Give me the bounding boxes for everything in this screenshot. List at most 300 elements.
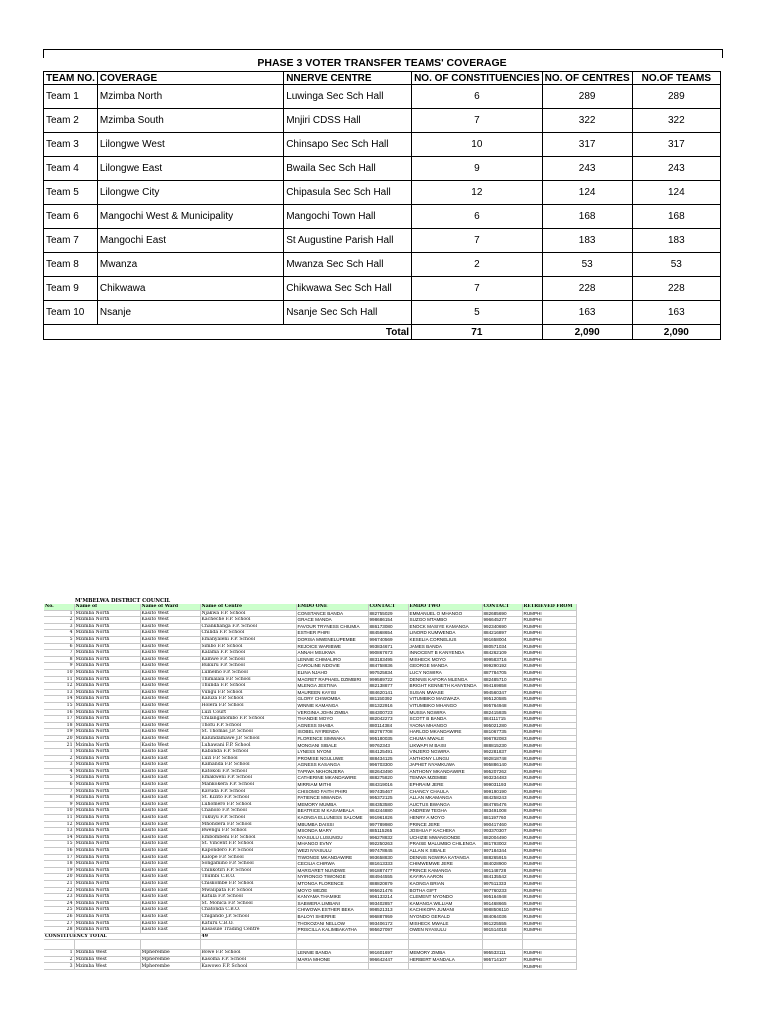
empty-cell: [140, 940, 200, 950]
district-emdo-two: ENOCK MASIYE KAMANGA: [408, 623, 482, 630]
district-centre: Kapondero F.P. School: [200, 847, 296, 854]
district-no: 19: [44, 729, 74, 736]
district-emdo-two: UCHIZIE MWANGONDE: [408, 834, 482, 841]
district-contact-one: 996740569: [368, 636, 408, 643]
district-retrieved-from: RUMPHI: [522, 617, 576, 624]
district-retrieved-from: RUMPHI: [522, 887, 576, 894]
coverage-row: [44, 181, 721, 205]
district-centre: Chilida F.P. School: [200, 630, 296, 637]
coverage-centres: 289: [542, 85, 632, 109]
district-centre: Bwengu F.P. School: [200, 828, 296, 835]
district-centre: Chiskombe F.P. School: [200, 880, 296, 887]
coverage-area: Mwanza: [97, 253, 283, 277]
district-centre: Chigando J.P. School: [200, 913, 296, 920]
district-centre: Chinkotiri F.P. School: [200, 867, 296, 874]
empty-cell: [408, 940, 482, 950]
district-no: 4: [44, 630, 74, 637]
coverage-header-row: [44, 72, 721, 85]
district-contact-two: 996792083: [482, 735, 522, 742]
district-emdo-one: TAPIWA NKHONJERA: [296, 768, 368, 775]
district-no: 16: [44, 847, 74, 854]
district-contact-two: 997184344: [482, 847, 522, 854]
district-contact-two: 884765476: [482, 801, 522, 808]
district-emdo-one: GLORY CHIWOMBA: [296, 696, 368, 703]
district-centre: Katokoli F.P. School: [200, 768, 296, 775]
district-emdo-two: ANTHONY LUNGU: [408, 755, 482, 762]
district-centre: Chatonda C.B.O.: [200, 907, 296, 914]
district-contact-two: 997511333: [482, 880, 522, 887]
district-retrieved-from: RUMPHI: [522, 762, 576, 769]
district-contact-one: 886173080: [368, 623, 408, 630]
district-contact-one: 888820879: [368, 880, 408, 887]
district-contact-one: 995180035: [368, 735, 408, 742]
table-row: [44, 894, 576, 901]
district-retrieved-from: RUMPHI: [522, 927, 576, 934]
district-centre: St. Thomas J.P. School: [200, 729, 296, 736]
district-header-no: No.: [44, 604, 74, 610]
district-contact-one: 880114384: [368, 722, 408, 729]
district-retrieved-from: RUMPHI: [522, 735, 576, 742]
district-no: 11: [44, 676, 74, 683]
empty-cell: [44, 940, 74, 950]
coverage-nerve-centre: Mwanza Sec Sch Hall: [284, 253, 412, 277]
district-emdo-two: LUCY NGWIRA: [408, 669, 482, 676]
district-contact-two: 991148728: [482, 867, 522, 874]
district-contact-one: 997525834: [368, 669, 408, 676]
table-row: [44, 834, 576, 841]
district-emdo-two: VITUMBIKO MHANGO: [408, 702, 482, 709]
district-emdo-one: LENNIE CHIMALIRO: [296, 656, 368, 663]
district-no: 22: [44, 887, 74, 894]
empty-cell: [408, 933, 482, 940]
district-emdo-two: MISHECK MWALE: [408, 920, 482, 927]
coverage-area: Lilongwe City: [97, 181, 283, 205]
district-retrieved-from: RUMPHI: [522, 841, 576, 848]
district-retrieved-from: RUMPHI: [522, 656, 576, 663]
table-row: [44, 623, 576, 630]
district-retrieved-from: RUMPHI: [522, 610, 576, 617]
district-no: 3: [44, 963, 74, 970]
district-centre: Luhomero F.P. School: [200, 801, 296, 808]
district-ward: Kasito East: [140, 755, 200, 762]
district-retrieved-from: RUMPHI: [522, 768, 576, 775]
district-emdo-two: HARLOD MKANDAWIRE: [408, 729, 482, 736]
coverage-nerve-centre: Chipasula Sec Sch Hall: [284, 181, 412, 205]
district-constituency: Mzimba North: [74, 742, 140, 749]
district-contact-one: 991887477: [368, 867, 408, 874]
district-emdo-two: SCOTT B BANDA: [408, 716, 482, 723]
district-contact-two: 888815230: [482, 742, 522, 749]
district-contact-two: 995120585: [482, 696, 522, 703]
district-centre: Simbo F.P. School: [200, 643, 296, 650]
coverage-nerve-centre: St Augustine Parish Hall: [284, 229, 412, 253]
district-no: 6: [44, 782, 74, 789]
coverage-area: Nsanje: [97, 301, 283, 325]
district-retrieved-from: RUMPHI: [522, 808, 576, 815]
district-emdo-one: MARGARET NUNDWE: [296, 867, 368, 874]
district-constituency: Mzimba North: [74, 762, 140, 769]
district-retrieved-from: RUMPHI: [522, 755, 576, 762]
district-constituency: Mzimba North: [74, 689, 140, 696]
district-retrieved-from: RUMPHI: [522, 788, 576, 795]
district-constituency: Mzimba North: [74, 636, 140, 643]
district-contact-two: 994560347: [482, 689, 522, 696]
district-no: 18: [44, 722, 74, 729]
coverage-constituencies: 10: [412, 133, 543, 157]
district-ward: Kasito West: [140, 610, 200, 617]
district-emdo-one: KAONGA ELLUNESS SALOME: [296, 815, 368, 822]
district-emdo-one: FAVOUR TRYNESS CHIUMIA: [296, 623, 368, 630]
district-emdo-two: ALLAN MKAMANGA: [408, 795, 482, 802]
empty-cell: [296, 940, 368, 950]
district-no: 19: [44, 867, 74, 874]
coverage-team-no: Team 2: [44, 109, 98, 133]
district-ward: Kasito West: [140, 689, 200, 696]
district-emdo-one: CONSTANCE BANDA: [296, 610, 368, 617]
district-centre: Holera F.P. School: [200, 702, 296, 709]
district-emdo-one: MARIA MHONE: [296, 956, 368, 963]
district-contact-one: 991601697: [368, 950, 408, 957]
district-contact-two: 884262109: [482, 650, 522, 657]
coverage-total-centres: 2,090: [542, 325, 632, 340]
district-centre: Kalope F.P. School: [200, 854, 296, 861]
district-constituency: Mzimba North: [74, 808, 140, 815]
district-emdo-one: AGNESS SHABA: [296, 722, 368, 729]
district-emdo-two: BRIGHT KENNETH KANYENDA: [408, 683, 482, 690]
table-row: [44, 788, 576, 795]
table-row: [44, 880, 576, 887]
district-contact-two: 888265915: [482, 854, 522, 861]
district-constituency: Mzimba North: [74, 795, 140, 802]
district-retrieved-from: RUMPHI: [522, 676, 576, 683]
district-ward: Kasito West: [140, 742, 200, 749]
district-retrieved-from: RUMPHI: [522, 963, 576, 970]
coverage-centres: 124: [542, 181, 632, 205]
district-contact-one: 991961826: [368, 815, 408, 822]
empty-cell: [522, 940, 576, 950]
district-emdo-one: AGNESS KASANGA: [296, 762, 368, 769]
district-no: 28: [44, 927, 74, 934]
district-retrieved-from: RUMPHI: [522, 636, 576, 643]
table-row: [44, 821, 576, 828]
district-title: M'MBELWA DISTRICT COUNCIL: [75, 598, 171, 604]
coverage-row: [44, 253, 721, 277]
district-ward: Kasito West: [140, 729, 200, 736]
district-ward: Kasito East: [140, 775, 200, 782]
district-centre: Mhondera F.P. School: [200, 821, 296, 828]
district-no: 12: [44, 821, 74, 828]
district-constituency: Mzimba North: [74, 716, 140, 723]
district-retrieved-from: RUMPHI: [522, 716, 576, 723]
district-emdo-two: BOTHA GIFT: [408, 887, 482, 894]
district-ward: Kasito West: [140, 623, 200, 630]
coverage-teams: 183: [632, 229, 720, 253]
district-contact-one: 881613333: [368, 861, 408, 868]
district-contact-two: [482, 963, 522, 970]
district-emdo-two: MEMORY ZIMBA: [408, 950, 482, 957]
district-centre: Njakwa F.P. School: [200, 610, 296, 617]
coverage-team-no: Team 3: [44, 133, 98, 157]
district-constituency: Mzimba North: [74, 821, 140, 828]
district-centre: Tukuyu F.P. School: [200, 815, 296, 822]
coverage-header-centres: NO. OF CENTRES: [542, 72, 632, 85]
district-contact-one: 995627097: [368, 927, 408, 934]
district-contact-one: 997435467: [368, 788, 408, 795]
district-ward: Kasito West: [140, 676, 200, 683]
district-emdo-one: TIWONGE MKANDAWIRE: [296, 854, 368, 861]
district-emdo-one: CAROLINE NDOVIE: [296, 663, 368, 670]
district-constituency: Mzimba North: [74, 755, 140, 762]
district-centre: Kacheche F.P. School: [200, 617, 296, 624]
district-no: 3: [44, 762, 74, 769]
district-constituency: Mzimba West: [74, 956, 140, 963]
district-emdo-one: THOKOZANI NELLOW: [296, 920, 368, 927]
district-contact-two: 999190190: [482, 788, 522, 795]
empty-cell: [522, 933, 576, 940]
table-row: [44, 762, 576, 769]
coverage-constituencies: 7: [412, 229, 543, 253]
district-emdo-one: PROMISE NGULUWE: [296, 755, 368, 762]
district-constituency: Mzimba North: [74, 768, 140, 775]
district-contact-two: 882004490: [482, 834, 522, 841]
district-emdo-two: CHANCY CHAULA: [408, 788, 482, 795]
district-contact-two: 990417460: [482, 821, 522, 828]
district-ward: Kasito East: [140, 762, 200, 769]
blank-row: [44, 940, 576, 950]
district-emdo-one: MAUREEN KAYISI: [296, 689, 368, 696]
district-emdo-two: LIKWAPI M BAISI: [408, 742, 482, 749]
district-ward: Kasito East: [140, 768, 200, 775]
district-contact-one: [368, 963, 408, 970]
district-header-contact-two: CONTACT: [482, 604, 522, 610]
coverage-teams: 124: [632, 181, 720, 205]
district-no: 12: [44, 683, 74, 690]
district-emdo-two: HERBERT MANDALA: [408, 956, 482, 963]
district-ward: Kasito West: [140, 683, 200, 690]
coverage-nerve-centre: Luwinga Sec Sch Hall: [284, 85, 412, 109]
district-constituency: Mzimba North: [74, 861, 140, 868]
district-constituency: Mzimba North: [74, 900, 140, 907]
district-contact-one: 996703300: [368, 762, 408, 769]
district-constituency: Mzimba North: [74, 722, 140, 729]
table-row: [44, 874, 576, 881]
district-contact-two: 999031193: [482, 782, 522, 789]
coverage-centres: 183: [542, 229, 632, 253]
district-ward: Kasito East: [140, 900, 200, 907]
district-constituency: Mzimba North: [74, 610, 140, 617]
district-retrieved-from: RUMPHI: [522, 801, 576, 808]
district-no: 20: [44, 735, 74, 742]
district-constituency: Mzimba North: [74, 630, 140, 637]
district-ward: Kasito East: [140, 847, 200, 854]
district-contact-one: 996642447: [368, 956, 408, 963]
district-emdo-two: KAONGA BRIAN: [408, 880, 482, 887]
empty-cell: [200, 940, 296, 950]
district-contact-one: 881322916: [368, 702, 408, 709]
empty-cell: [368, 940, 408, 950]
district-no: 2: [44, 755, 74, 762]
district-ward: Kasito East: [140, 834, 200, 841]
district-centre: Thumbi C.B.O.: [200, 874, 296, 881]
district-ward: Kasito West: [140, 709, 200, 716]
district-ward: Kasito West: [140, 643, 200, 650]
table-row: [44, 861, 576, 868]
district-constituency: Mzimba North: [74, 702, 140, 709]
district-ward: Mpherembe: [140, 963, 200, 970]
district-emdo-two: JOSHUA F KACHEKA: [408, 828, 482, 835]
district-header-retrieved-from: RETRIEVED FROM: [522, 604, 576, 610]
district-emdo-two: CHUMA MWALE: [408, 735, 482, 742]
district-contact-two: 993370307: [482, 828, 522, 835]
district-emdo-two: [408, 963, 482, 970]
district-emdo-one: WEZI NYASULU: [296, 847, 368, 854]
district-centre: Thofu F.P. School: [200, 722, 296, 729]
district-retrieved-from: RUMPHI: [522, 729, 576, 736]
coverage-teams: 228: [632, 277, 720, 301]
district-sheet: [44, 598, 724, 1024]
district-emdo-one: NYIRONGO TIWONGE: [296, 874, 368, 881]
district-emdo-two: AUCTUS BWANGA: [408, 801, 482, 808]
table-row: [44, 709, 576, 716]
district-ward: Kasito East: [140, 913, 200, 920]
district-centre: Chilanganombo F.P. School: [200, 716, 296, 723]
coverage-constituencies: 6: [412, 85, 543, 109]
district-contact-one: 885115265: [368, 828, 408, 835]
district-no: 7: [44, 650, 74, 657]
district-centre: St. Monica F.P. School: [200, 900, 296, 907]
district-contact-two: 995764948: [482, 702, 522, 709]
district-contact-two: 992818748: [482, 755, 522, 762]
district-contact-one: 882767708: [368, 729, 408, 736]
district-no: 3: [44, 623, 74, 630]
district-contact-two: 992340690: [482, 623, 522, 630]
district-retrieved-from: RUMPHI: [522, 689, 576, 696]
district-retrieved-from: RUMPHI: [522, 696, 576, 703]
coverage-row: [44, 229, 721, 253]
district-contact-one: 993406172: [368, 920, 408, 927]
coverage-row: [44, 205, 721, 229]
table-row: [44, 669, 576, 676]
district-emdo-two: EPHRAIM JERE: [408, 782, 482, 789]
coverage-constituencies: 7: [412, 109, 543, 133]
table-row: [44, 900, 576, 907]
district-contact-one: 992250263: [368, 841, 408, 848]
empty-cell: [482, 933, 522, 940]
table-row: [44, 663, 576, 670]
district-contact-one: 996278832: [368, 834, 408, 841]
district-retrieved-from: RUMPHI: [522, 742, 576, 749]
district-centre: Kawowo F.P. School: [200, 963, 296, 970]
district-emdo-two: OWEN NYASULU: [408, 927, 482, 934]
district-no: 17: [44, 854, 74, 861]
table-row: [44, 676, 576, 683]
district-retrieved-from: RUMPHI: [522, 749, 576, 756]
district-contact-one: 882138877: [368, 683, 408, 690]
district-ward: Kasito East: [140, 788, 200, 795]
district-emdo-one: MLENGA JESTINA: [296, 683, 368, 690]
district-emdo-one: ISOBEL NYIRENDA: [296, 729, 368, 736]
table-row: [44, 841, 576, 848]
district-retrieved-from: RUMPHI: [522, 702, 576, 709]
coverage-centres: 317: [542, 133, 632, 157]
district-contact-one: 884944555: [368, 874, 408, 881]
district-header-name-of: Name of: [74, 604, 140, 610]
district-contact-one: 884319016: [368, 782, 408, 789]
district-constituency: Mzimba West: [74, 950, 140, 957]
district-emdo-two: JAPHET NYAMKUWA: [408, 762, 482, 769]
district-emdo-two: KESELIA CORNELIUS: [408, 636, 482, 643]
district-no: 25: [44, 907, 74, 914]
coverage-nerve-centre: Chikwawa Sec Sch Hall: [284, 277, 412, 301]
table-row: [44, 828, 576, 835]
district-constituency: Mzimba North: [74, 834, 140, 841]
table-row: [44, 683, 576, 690]
coverage-team-no: Team 5: [44, 181, 98, 205]
district-ward: Kasito West: [140, 696, 200, 703]
coverage-centres: 243: [542, 157, 632, 181]
district-centre: St. Kizito F.P. School: [200, 795, 296, 802]
table-row: [44, 742, 576, 749]
district-contact-two: 994169858: [482, 683, 522, 690]
district-constituency: Mzimba North: [74, 617, 140, 624]
table-row: [44, 795, 576, 802]
empty-cell: [74, 940, 140, 950]
district-ward: Kasito East: [140, 841, 200, 848]
coverage-total-row: [44, 325, 721, 340]
district-contact-one: 888434125: [368, 755, 408, 762]
district-ward: Mpherembe: [140, 956, 200, 963]
district-no: 11: [44, 815, 74, 822]
district-centre: Kamanda F.P. School: [200, 762, 296, 769]
coverage-constituencies: 6: [412, 205, 543, 229]
district-emdo-one: THANDIE MOYO: [296, 716, 368, 723]
coverage-constituencies: 7: [412, 277, 543, 301]
district-contact-one: 882755029: [368, 610, 408, 617]
table-row: [44, 643, 576, 650]
district-no: 5: [44, 775, 74, 782]
table-row: [44, 867, 576, 874]
table-row: [44, 801, 576, 808]
coverage-teams: 168: [632, 205, 720, 229]
district-emdo-one: MSONDA MARY: [296, 828, 368, 835]
district-emdo-one: [296, 963, 368, 970]
district-contact-two: 884135542: [482, 874, 522, 881]
district-emdo-two: GEORGE MANDA: [408, 663, 482, 670]
district-no: 21: [44, 742, 74, 749]
district-constituency: Mzimba West: [74, 963, 140, 970]
district-no: 14: [44, 696, 74, 703]
district-emdo-two: EMMANUEL O MHANGO: [408, 610, 482, 617]
empty-cell: [296, 933, 368, 940]
district-constituency: Mzimba North: [74, 907, 140, 914]
district-no: 15: [44, 702, 74, 709]
district-centre: Kaluza F.P. School: [200, 696, 296, 703]
coverage-row: [44, 133, 721, 157]
district-emdo-two: SUSAN MWASE: [408, 689, 482, 696]
coverage-nerve-centre: Nsanje Sec Sch Hall: [284, 301, 412, 325]
district-ward: Kasito East: [140, 749, 200, 756]
district-constituency: Mzimba North: [74, 729, 140, 736]
district-contact-one: 998521313: [368, 907, 408, 914]
district-contact-two: 999583716: [482, 656, 522, 663]
district-no: 17: [44, 716, 74, 723]
district-contact-one: 884353580: [368, 801, 408, 808]
district-retrieved-from: RUMPHI: [522, 880, 576, 887]
district-ward: Kasito East: [140, 867, 200, 874]
district-ward: Kasito West: [140, 656, 200, 663]
district-constituency: Mzimba North: [74, 894, 140, 901]
district-contact-one: 995372125: [368, 795, 408, 802]
